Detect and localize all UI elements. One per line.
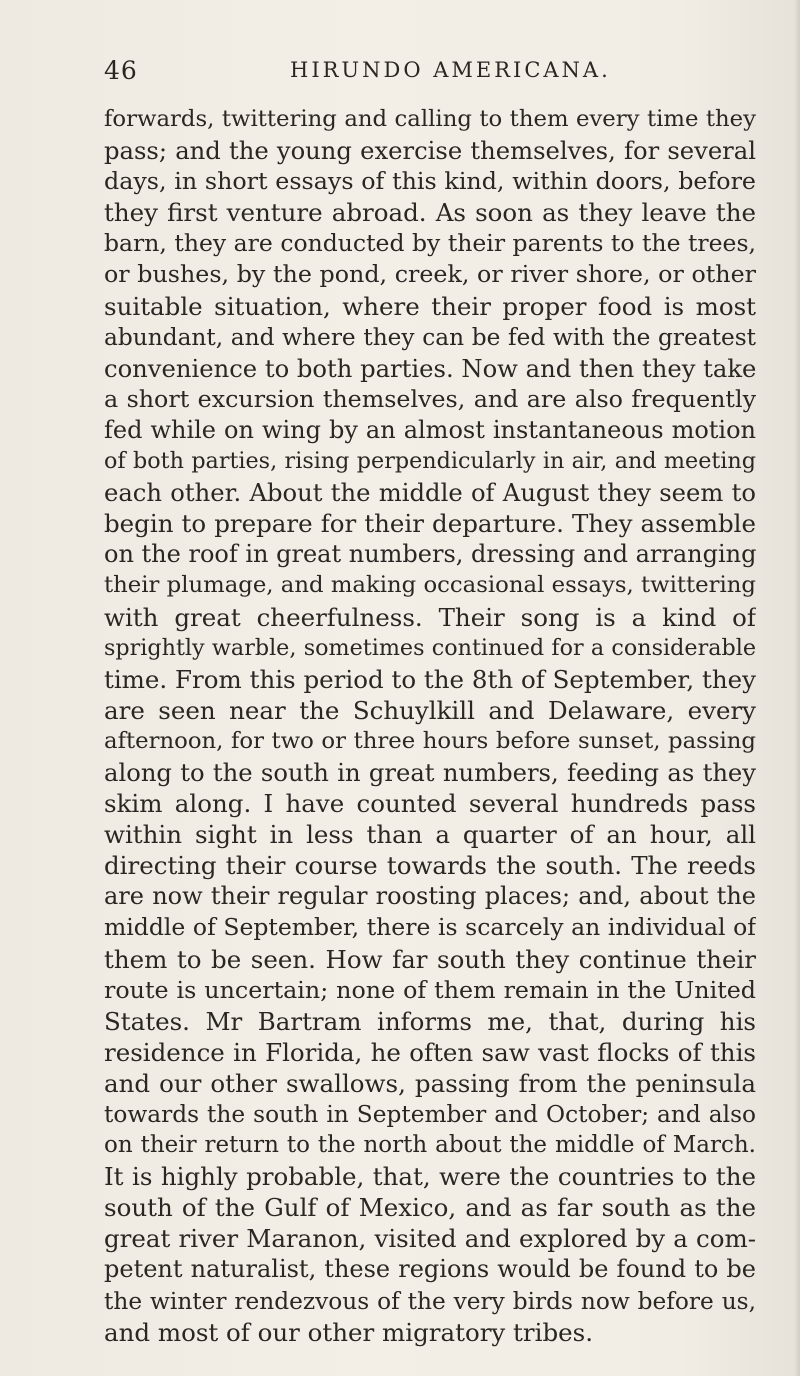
text-line: abundant, and where they can be fed with the greatest [104,323,756,351]
text-line: time. From this period to the 8th of September, they [104,664,756,694]
text-line: States. Mr Bartram informs me, that, during his [104,1006,756,1036]
text-line: petent naturalist, these regions would be found to be [104,1255,756,1284]
text-line: and our other swallows, passing from the peninsula [104,1068,756,1098]
text-line: It is highly probable, that, were the countries to the [104,1162,756,1192]
text-line: are seen near the Schuylkill and Delaware, every [104,695,756,725]
page-number: 46 [104,56,138,85]
body-text [104,104,756,1348]
text-line: south of the Gulf of Mexico, and as far south as the [104,1193,756,1223]
text-line: fed while on wing by an almost instantaneous motion [104,415,756,444]
text-line: are now their regular roosting places; and, about the [104,882,756,911]
text-line: suitable situation, where their proper food is most [104,291,756,321]
text-line: on their return to the north about the middle of March. [104,1132,756,1159]
text-line: convenience to both parties. Now and then they take [104,353,756,383]
text-line: pass; and the young exercise themselves, for several [104,136,756,166]
text-line: route is uncertain; none of them remain in the United [104,975,756,1004]
text-line: sprightly warble, sometimes continued for a considerable [104,634,756,661]
text-line: begin to prepare for their departure. They assemble [104,509,756,539]
text-line: within sight in less than a quarter of an hour, all [104,820,756,850]
text-line: skim along. I have counted several hundreds pass [104,789,756,819]
text-line: or bushes, by the pond, creek, or river shore, or other [104,260,756,289]
text-line: and most of our other migratory tribes. [104,1317,593,1347]
text-line: directing their course towards the south. The reeds [104,851,756,881]
text-line: their plumage, and making occasional essays, twittering [104,572,756,599]
text-line: each other. About the middle of August they seem to [104,478,756,508]
text-line: towards the south in September and October; and also [104,1101,756,1128]
text-line: along to the south in great numbers, feeding as they [104,757,756,787]
text-line: afternoon, for two or three hours before sunset, passing [104,727,756,754]
text-line: residence in Florida, he often saw vast flocks of this [104,1037,756,1067]
text-line: a short excursion themselves, and are also frequently [104,384,756,413]
page-edge-shadow [794,0,800,1376]
page-header [104,56,756,90]
text-line: days, in short essays of this kind, within doors, before [104,167,756,196]
text-line: of both parties, rising perpendicularly in air, and meeting [104,448,756,475]
text-line: forwards, twittering and calling to them every time they [104,106,756,132]
text-line: them to be seen. How far south they continue their [104,944,756,974]
running-head: HIRUNDO AMERICANA. [290,58,611,82]
text-line: on the roof in great numbers, dressing and arranging [104,540,756,569]
text-line: they first venture abroad. As soon as they leave the [104,198,756,228]
text-line: barn, they are conducted by their parents to the trees, [104,229,756,258]
text-line: great river Maranon, visited and explored by a com- [104,1224,756,1254]
text-line: middle of September, there is scarcely an individual of [104,913,756,942]
text-line: the winter rendezvous of the very birds now before us, [104,1287,756,1315]
text-line: with great cheerfulness. Their song is a kind of [104,602,756,632]
